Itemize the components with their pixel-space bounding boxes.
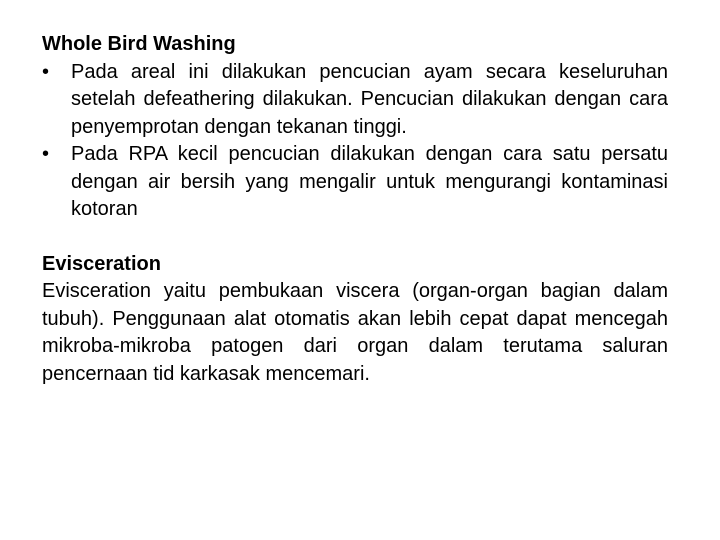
bullet-list — [42, 59, 668, 224]
bullet-item — [42, 59, 668, 142]
section-title-evisceration: Evisceration — [42, 252, 161, 275]
whole-bird-washing-section — [42, 31, 668, 224]
section-title-whole-bird-washing: Whole Bird Washing — [42, 33, 236, 55]
slide-content — [42, 31, 668, 388]
evisceration-paragraph: Evisceration yaitu pembukaan viscera (organ-organ bagian dalam tubuh). Penggunaan alat otomatis akan lebih cepat dapat mencegah mikroba-mikroba patogen dari organ dalam terutama saluran pencernaan tid karkasak mencemari. — [42, 280, 668, 385]
evisceration-section — [42, 251, 668, 389]
bullet-item — [42, 141, 668, 224]
bullet-text: Pada areal ini dilakukan pencucian ayam secara keseluruhan setelah defeathering dilakukan. Pencucian dilakukan dengan cara penyemprotan dengan tekanan tinggi. — [71, 60, 668, 138]
bullet-text: Pada RPA kecil pencucian dilakukan dengan cara satu persatu dengan air bersih yang mengalir untuk mengurangi kontaminasi kotoran — [71, 143, 668, 220]
bullet-icon: • — [42, 143, 50, 165]
bullet-icon: • — [42, 60, 50, 83]
